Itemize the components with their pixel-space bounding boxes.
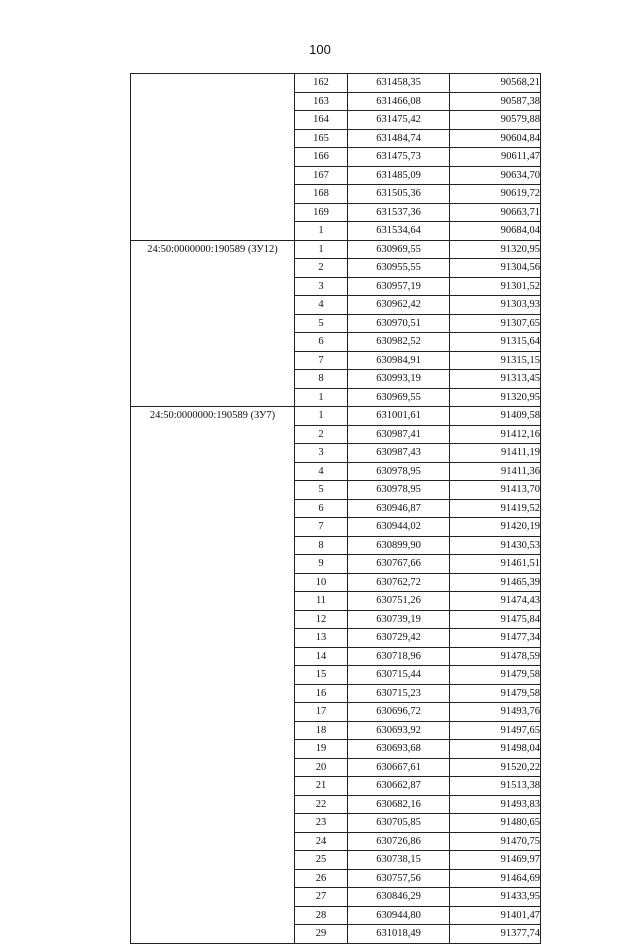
- y-coordinate-cell: 91412,16: [450, 425, 541, 444]
- coordinates-table: [130, 73, 541, 944]
- y-coordinate-cell: 91493,76: [450, 703, 541, 722]
- point-number-cell: 9: [295, 555, 348, 574]
- x-coordinate-cell: 631018,49: [348, 925, 450, 944]
- x-coordinate-cell: 630846,29: [348, 888, 450, 907]
- point-number-cell: 6: [295, 333, 348, 352]
- y-coordinate-cell: 91303,93: [450, 296, 541, 315]
- point-number-cell: 18: [295, 721, 348, 740]
- x-coordinate-cell: 631534,64: [348, 222, 450, 241]
- y-coordinate-cell: 91315,64: [450, 333, 541, 352]
- y-coordinate-cell: 90634,70: [450, 166, 541, 185]
- x-coordinate-cell: 630982,52: [348, 333, 450, 352]
- point-number-cell: 16: [295, 684, 348, 703]
- point-number-cell: 165: [295, 129, 348, 148]
- y-coordinate-cell: 91419,52: [450, 499, 541, 518]
- y-coordinate-cell: 90619,72: [450, 185, 541, 204]
- y-coordinate-cell: 91469,97: [450, 851, 541, 870]
- y-coordinate-cell: 91301,52: [450, 277, 541, 296]
- x-coordinate-cell: 630969,55: [348, 240, 450, 259]
- x-coordinate-cell: 630987,43: [348, 444, 450, 463]
- point-number-cell: 13: [295, 629, 348, 648]
- point-number-cell: 12: [295, 610, 348, 629]
- y-coordinate-cell: 91461,51: [450, 555, 541, 574]
- y-coordinate-cell: 91480,65: [450, 814, 541, 833]
- y-coordinate-cell: 91313,45: [450, 370, 541, 389]
- point-number-cell: 1: [295, 240, 348, 259]
- y-coordinate-cell: 91420,19: [450, 518, 541, 537]
- x-coordinate-cell: 630962,42: [348, 296, 450, 315]
- parcel-id-cell: 24:50:0000000:190589 (ЗУ12): [131, 240, 295, 407]
- point-number-cell: 6: [295, 499, 348, 518]
- x-coordinate-cell: 630955,55: [348, 259, 450, 278]
- x-coordinate-cell: 630751,26: [348, 592, 450, 611]
- y-coordinate-cell: 90604,84: [450, 129, 541, 148]
- x-coordinate-cell: 630899,90: [348, 536, 450, 555]
- x-coordinate-cell: 631537,36: [348, 203, 450, 222]
- y-coordinate-cell: 91433,95: [450, 888, 541, 907]
- page-number: 100: [309, 42, 331, 57]
- coordinates-table-body: [131, 74, 541, 944]
- y-coordinate-cell: 91409,58: [450, 407, 541, 426]
- x-coordinate-cell: 630726,86: [348, 832, 450, 851]
- point-number-cell: 1: [295, 388, 348, 407]
- y-coordinate-cell: 90587,38: [450, 92, 541, 111]
- y-coordinate-cell: 90663,71: [450, 203, 541, 222]
- y-coordinate-cell: 91465,39: [450, 573, 541, 592]
- point-number-cell: 166: [295, 148, 348, 167]
- x-coordinate-cell: 630978,95: [348, 481, 450, 500]
- point-number-cell: 167: [295, 166, 348, 185]
- y-coordinate-cell: 91401,47: [450, 906, 541, 925]
- x-coordinate-cell: 630705,85: [348, 814, 450, 833]
- point-number-cell: 25: [295, 851, 348, 870]
- y-coordinate-cell: 91320,95: [450, 388, 541, 407]
- x-coordinate-cell: 630993,19: [348, 370, 450, 389]
- point-number-cell: 169: [295, 203, 348, 222]
- table-row: [131, 240, 541, 259]
- point-number-cell: 1: [295, 407, 348, 426]
- x-coordinate-cell: 630715,23: [348, 684, 450, 703]
- y-coordinate-cell: 91479,58: [450, 684, 541, 703]
- point-number-cell: 4: [295, 462, 348, 481]
- point-number-cell: 5: [295, 481, 348, 500]
- x-coordinate-cell: 630944,80: [348, 906, 450, 925]
- x-coordinate-cell: 630738,15: [348, 851, 450, 870]
- point-number-cell: 22: [295, 795, 348, 814]
- parcel-id-cell: 24:50:0000000:190589 (ЗУ7): [131, 407, 295, 944]
- x-coordinate-cell: 630715,44: [348, 666, 450, 685]
- point-number-cell: 7: [295, 518, 348, 537]
- table-row: [131, 407, 541, 426]
- x-coordinate-cell: 630984,91: [348, 351, 450, 370]
- x-coordinate-cell: 631466,08: [348, 92, 450, 111]
- y-coordinate-cell: 91475,84: [450, 610, 541, 629]
- y-coordinate-cell: 91513,38: [450, 777, 541, 796]
- y-coordinate-cell: 91474,43: [450, 592, 541, 611]
- point-number-cell: 19: [295, 740, 348, 759]
- y-coordinate-cell: 91307,65: [450, 314, 541, 333]
- table-row: [131, 74, 541, 93]
- x-coordinate-cell: 631485,09: [348, 166, 450, 185]
- x-coordinate-cell: 630718,96: [348, 647, 450, 666]
- x-coordinate-cell: 630970,51: [348, 314, 450, 333]
- y-coordinate-cell: 91477,34: [450, 629, 541, 648]
- point-number-cell: 168: [295, 185, 348, 204]
- point-number-cell: 21: [295, 777, 348, 796]
- point-number-cell: 8: [295, 370, 348, 389]
- point-number-cell: 4: [295, 296, 348, 315]
- y-coordinate-cell: 90611,47: [450, 148, 541, 167]
- y-coordinate-cell: 91430,53: [450, 536, 541, 555]
- y-coordinate-cell: 91497,65: [450, 721, 541, 740]
- x-coordinate-cell: 630667,61: [348, 758, 450, 777]
- x-coordinate-cell: 630682,16: [348, 795, 450, 814]
- y-coordinate-cell: 90579,88: [450, 111, 541, 130]
- point-number-cell: 10: [295, 573, 348, 592]
- y-coordinate-cell: 91315,15: [450, 351, 541, 370]
- x-coordinate-cell: 630978,95: [348, 462, 450, 481]
- x-coordinate-cell: 630767,66: [348, 555, 450, 574]
- x-coordinate-cell: 631505,36: [348, 185, 450, 204]
- x-coordinate-cell: 630739,19: [348, 610, 450, 629]
- x-coordinate-cell: 631475,42: [348, 111, 450, 130]
- point-number-cell: 162: [295, 74, 348, 93]
- x-coordinate-cell: 630987,41: [348, 425, 450, 444]
- y-coordinate-cell: 91377,74: [450, 925, 541, 944]
- point-number-cell: 8: [295, 536, 348, 555]
- point-number-cell: 164: [295, 111, 348, 130]
- point-number-cell: 2: [295, 425, 348, 444]
- x-coordinate-cell: 630729,42: [348, 629, 450, 648]
- x-coordinate-cell: 630762,72: [348, 573, 450, 592]
- point-number-cell: 27: [295, 888, 348, 907]
- point-number-cell: 17: [295, 703, 348, 722]
- x-coordinate-cell: 630696,72: [348, 703, 450, 722]
- x-coordinate-cell: 630944,02: [348, 518, 450, 537]
- y-coordinate-cell: 91498,04: [450, 740, 541, 759]
- y-coordinate-cell: 90568,21: [450, 74, 541, 93]
- y-coordinate-cell: 91304,56: [450, 259, 541, 278]
- y-coordinate-cell: 91478,59: [450, 647, 541, 666]
- y-coordinate-cell: 90684,04: [450, 222, 541, 241]
- point-number-cell: 14: [295, 647, 348, 666]
- x-coordinate-cell: 631458,35: [348, 74, 450, 93]
- x-coordinate-cell: 631001,61: [348, 407, 450, 426]
- y-coordinate-cell: 91411,19: [450, 444, 541, 463]
- x-coordinate-cell: 630757,56: [348, 869, 450, 888]
- point-number-cell: 3: [295, 277, 348, 296]
- y-coordinate-cell: 91320,95: [450, 240, 541, 259]
- x-coordinate-cell: 630693,68: [348, 740, 450, 759]
- x-coordinate-cell: 631475,73: [348, 148, 450, 167]
- point-number-cell: 24: [295, 832, 348, 851]
- point-number-cell: 7: [295, 351, 348, 370]
- point-number-cell: 23: [295, 814, 348, 833]
- y-coordinate-cell: 91470,75: [450, 832, 541, 851]
- point-number-cell: 29: [295, 925, 348, 944]
- point-number-cell: 163: [295, 92, 348, 111]
- y-coordinate-cell: 91464,69: [450, 869, 541, 888]
- point-number-cell: 15: [295, 666, 348, 685]
- y-coordinate-cell: 91413,70: [450, 481, 541, 500]
- point-number-cell: 5: [295, 314, 348, 333]
- x-coordinate-cell: 631484,74: [348, 129, 450, 148]
- point-number-cell: 2: [295, 259, 348, 278]
- point-number-cell: 26: [295, 869, 348, 888]
- x-coordinate-cell: 630969,55: [348, 388, 450, 407]
- x-coordinate-cell: 630693,92: [348, 721, 450, 740]
- y-coordinate-cell: 91520,22: [450, 758, 541, 777]
- point-number-cell: 28: [295, 906, 348, 925]
- point-number-cell: 3: [295, 444, 348, 463]
- y-coordinate-cell: 91479,58: [450, 666, 541, 685]
- y-coordinate-cell: 91493,83: [450, 795, 541, 814]
- point-number-cell: 20: [295, 758, 348, 777]
- y-coordinate-cell: 91411,36: [450, 462, 541, 481]
- parcel-id-cell: [131, 74, 295, 241]
- x-coordinate-cell: 630957,19: [348, 277, 450, 296]
- point-number-cell: 1: [295, 222, 348, 241]
- point-number-cell: 11: [295, 592, 348, 611]
- x-coordinate-cell: 630662,87: [348, 777, 450, 796]
- x-coordinate-cell: 630946,87: [348, 499, 450, 518]
